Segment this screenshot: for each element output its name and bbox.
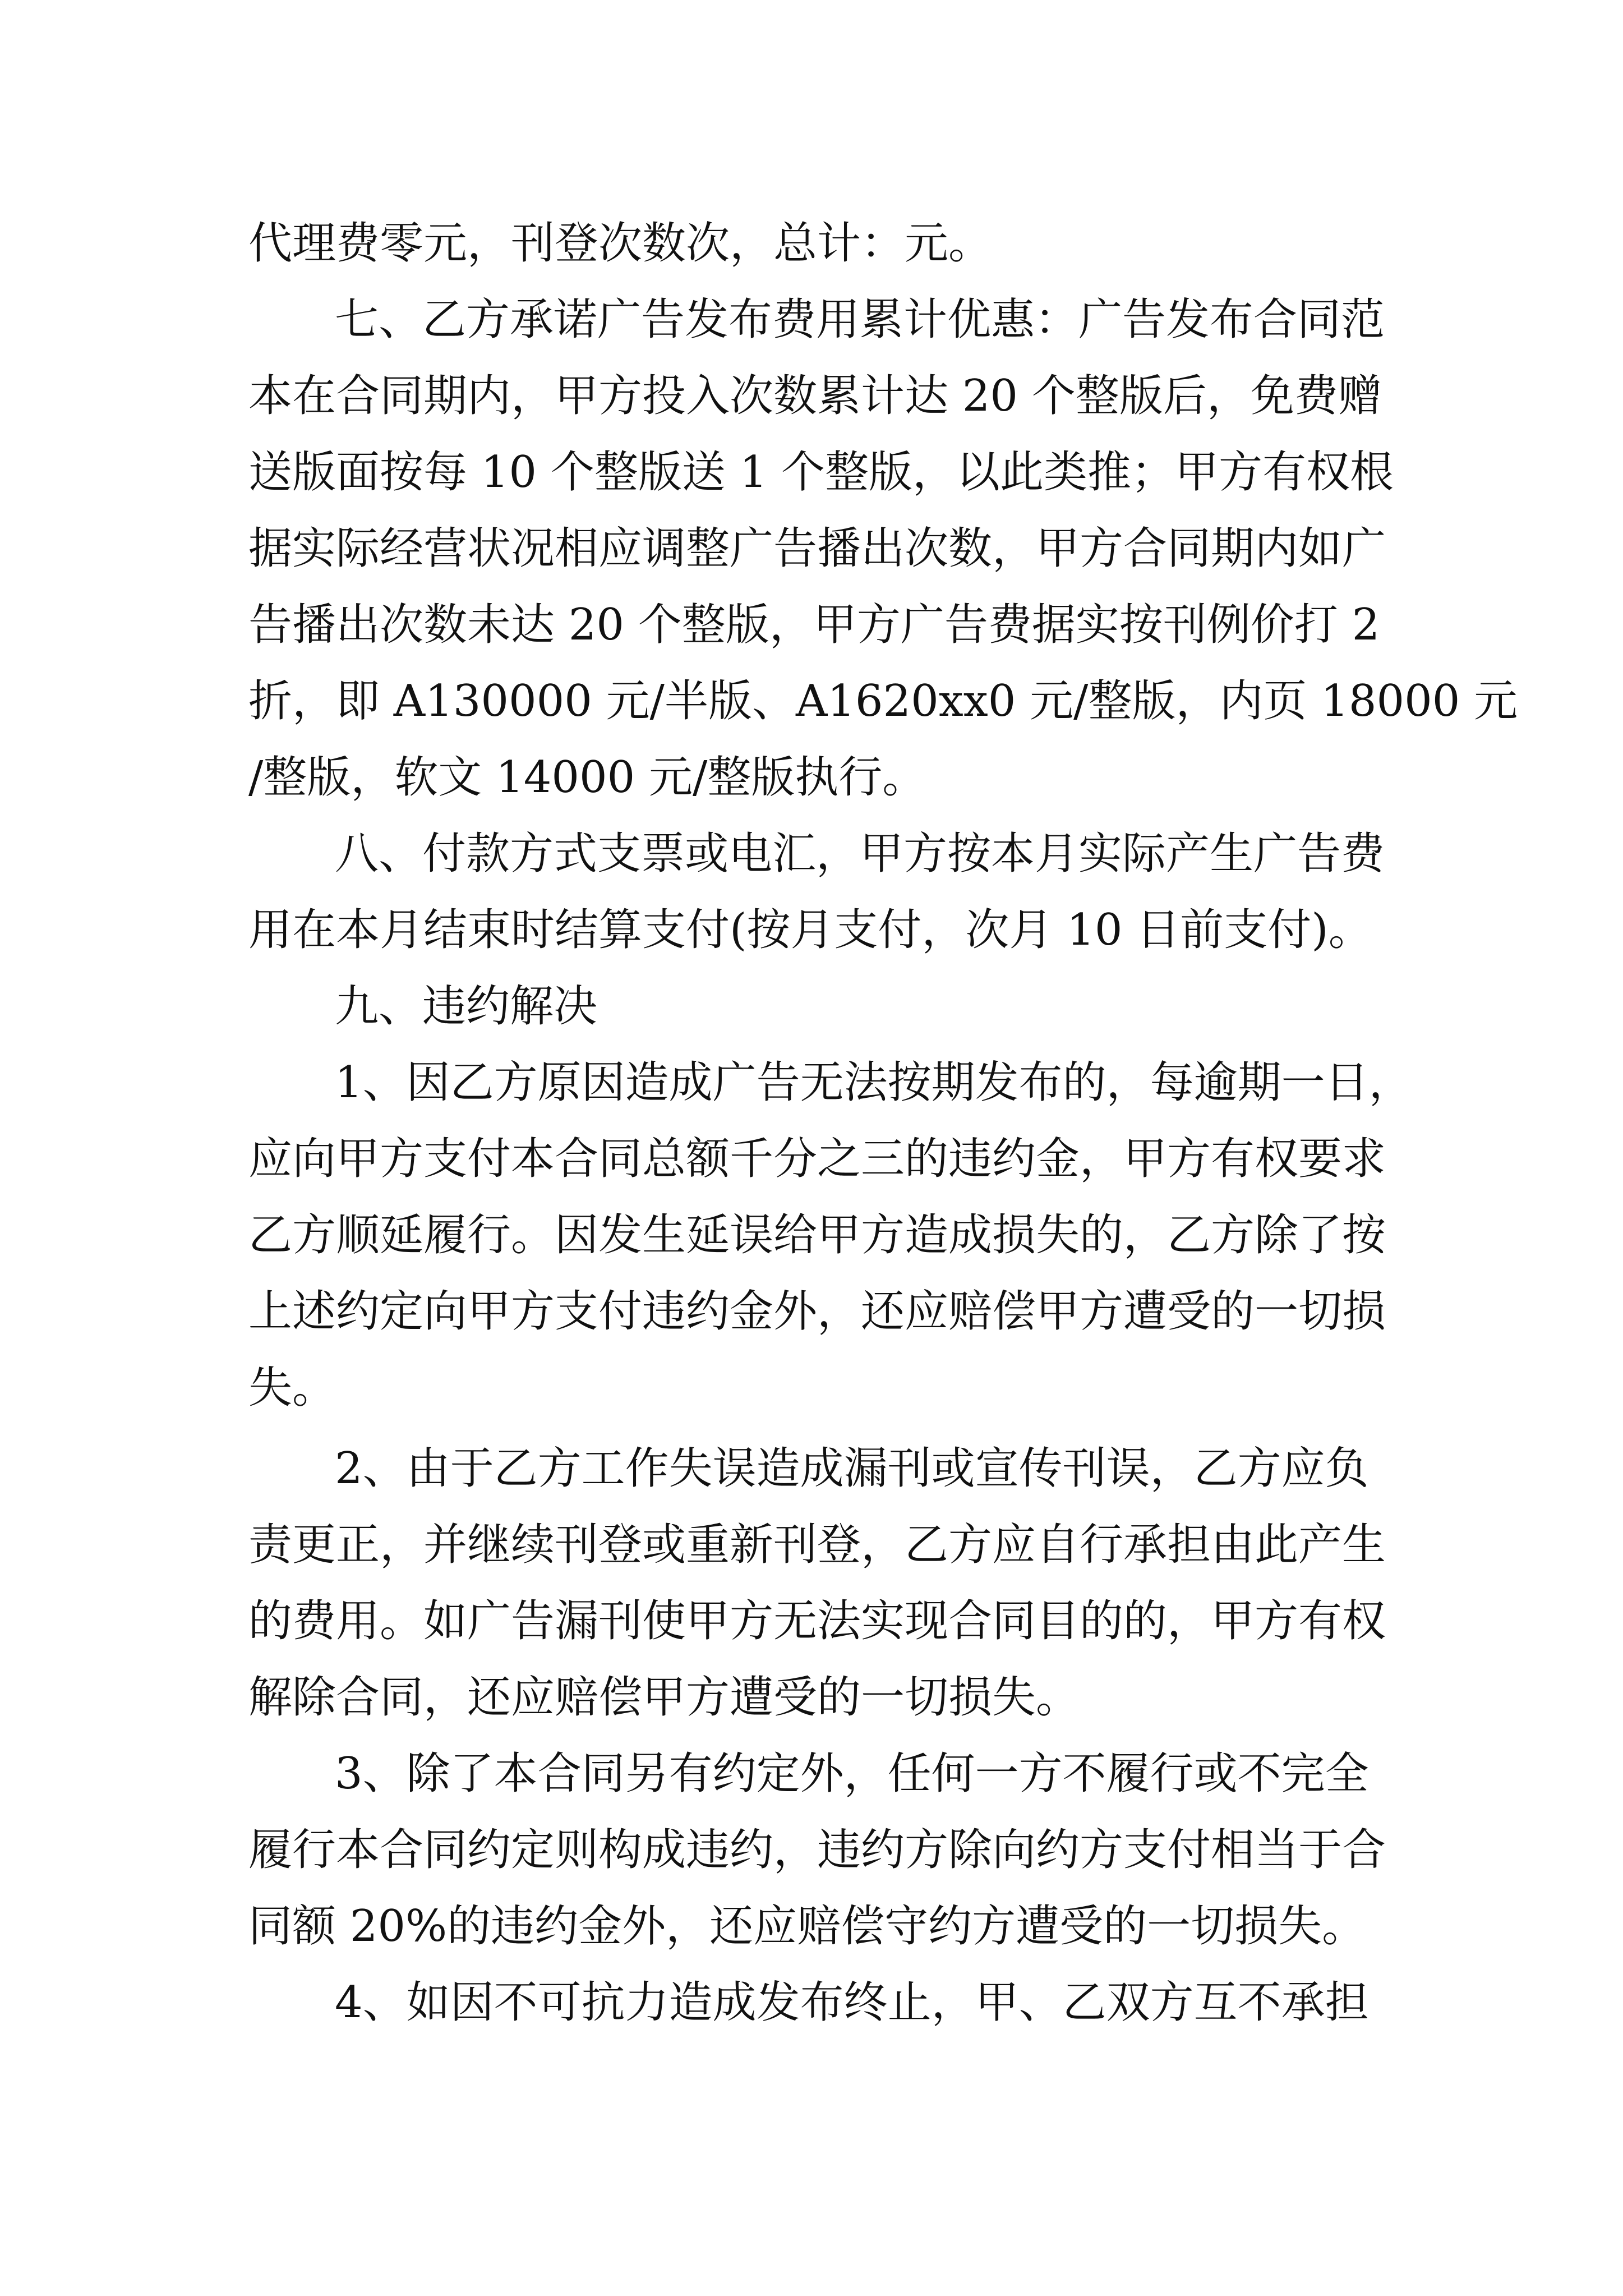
text-line: 3、除了本合同另有约定外，任何一方不履行或不完全 bbox=[335, 1749, 1369, 1799]
text-line: 4、如因不可抗力造成发布终止，甲、乙双方互不承担 bbox=[335, 1977, 1369, 2028]
text-line: 代理费零元，刊登次数次，总计：元。 bbox=[248, 218, 993, 269]
text-line: 乙方顺延履行。因发生延误给甲方造成损失的，乙方除了按 bbox=[248, 1210, 1386, 1260]
section-heading: 九、违约解决 bbox=[335, 981, 598, 1032]
text-line: 履行本合同约定则构成违约，违约方除向约方支付相当于合 bbox=[248, 1825, 1386, 1875]
text-line: 解除合同，还应赔偿甲方遭受的一切损失。 bbox=[248, 1672, 1080, 1723]
text-line: 告播出次数未达 20 个整版，甲方广告费据实按刊例价打 2 bbox=[248, 600, 1380, 650]
text-line: 八、付款方式支票或电汇，甲方按本月实际产生广告费 bbox=[335, 829, 1385, 879]
text-line: 上述约定向甲方支付违约金外，还应赔偿甲方遭受的一切损 bbox=[248, 1286, 1386, 1337]
text-line: 据实际经营状况相应调整广告播出次数，甲方合同期内如广 bbox=[248, 523, 1386, 574]
text-line: 同额 20%的违约金外，还应赔偿守约方遭受的一切损失。 bbox=[248, 1901, 1366, 1952]
text-line: 送版面按每 10 个整版送 1 个整版，以此类推；甲方有权根 bbox=[248, 447, 1394, 498]
text-line: 本在合同期内，甲方投入次数累计达 20 个整版后，免费赠 bbox=[248, 371, 1382, 421]
text-line: 的费用。如广告漏刊使甲方无法实现合同目的的，甲方有权 bbox=[248, 1596, 1386, 1646]
text-line: 责更正，并继续刊登或重新刊登，乙方应自行承担由此产生 bbox=[248, 1520, 1386, 1570]
text-line: 用在本月结束时结算支付(按月支付，次月 10 日前支付)。 bbox=[248, 905, 1372, 955]
text-line: 折，即 A130000 元/半版、A1620xx0 元/整版，内页 18000 元 bbox=[248, 676, 1518, 726]
text-line: 应向甲方支付本合同总额千分之三的违约金，甲方有权要求 bbox=[248, 1134, 1386, 1184]
text-line: 1、因乙方原因造成广告无法按期发布的，每逾期一日， bbox=[335, 1057, 1413, 1108]
text-line: 失。 bbox=[248, 1363, 336, 1413]
text-line: 七、乙方承诺广告发布费用累计优惠：广告发布合同范 bbox=[335, 295, 1385, 345]
text-line: /整版，软文 14000 元/整版执行。 bbox=[248, 752, 926, 803]
text-line: 2、由于乙方工作失误造成漏刊或宣传刊误，乙方应负 bbox=[335, 1443, 1369, 1494]
